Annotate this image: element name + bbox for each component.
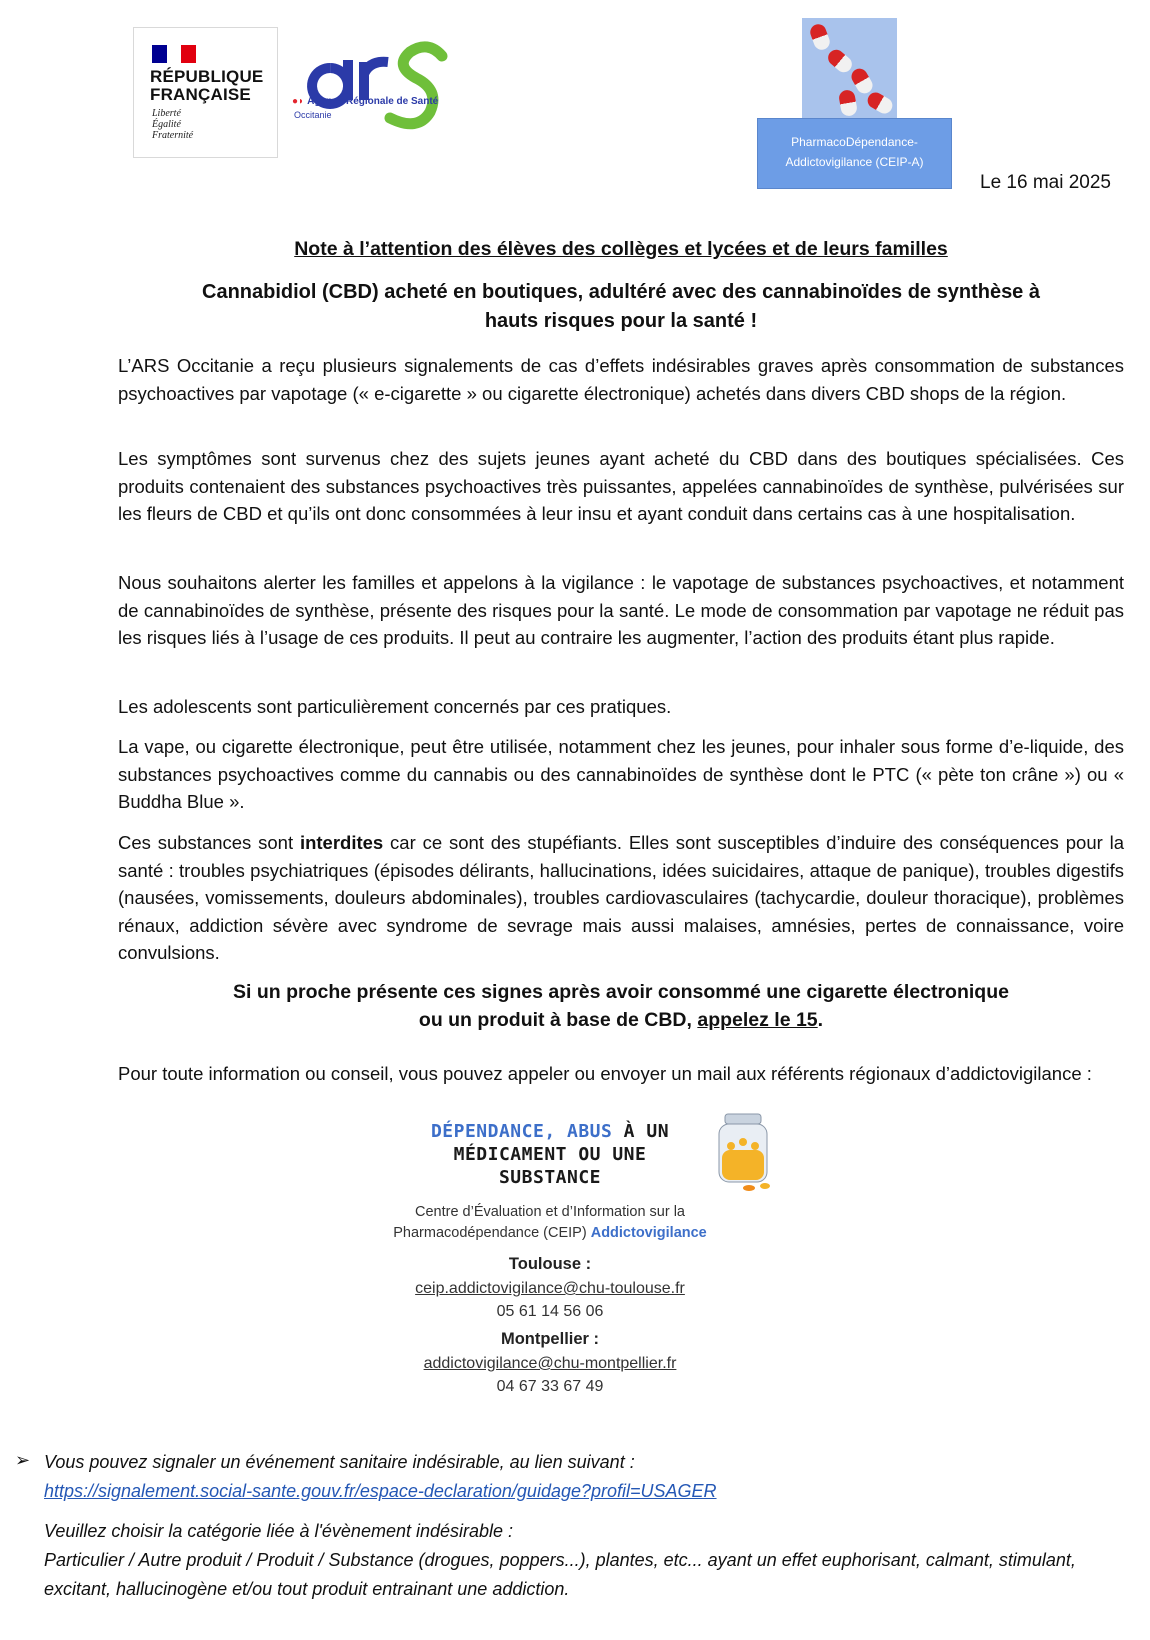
arrow-bullet-icon: ➢ bbox=[15, 1450, 31, 1470]
rf-motto-line3: Fraternité bbox=[152, 130, 194, 141]
montpellier-contact bbox=[360, 1352, 740, 1398]
alert-line2-before: ou un produit à base de CBD, bbox=[418, 1009, 698, 1031]
alert-line2-after: . bbox=[817, 1009, 824, 1031]
footer-signal-text: Vous pouvez signaler un événement sanitaire indésirable, au lien suivant : bbox=[44, 1452, 635, 1472]
paragraph-contact-info: Pour toute information ou conseil, vous pouvez appeler ou envoyer un mail aux référents régionaux d’addictovigilance : bbox=[118, 1063, 1092, 1084]
paragraph-symptomes: Les symptômes sont survenus chez des sujets jeunes ayant acheté du CBD dans des boutiques spécialisées. Ces produits contenaient des substances psychoactives très puissantes, appelées cannabinoïdes de synthèse, pulvérisées sur les fleurs de CBD et qu’ils ont donc consommées à leur insu et ayant conduit dans certains cas à une hospitalisation. bbox=[118, 448, 1124, 524]
ars-logo bbox=[292, 38, 462, 138]
addicto-title-rest: À UN bbox=[612, 1121, 670, 1142]
p6-bold: interdites bbox=[299, 832, 384, 853]
ceip-line1: Centre d’Évaluation et d’Information sur la bbox=[414, 1204, 685, 1220]
pharmacodependance-logo bbox=[757, 118, 952, 189]
paragraph-vape: La vape, ou cigarette électronique, peut être utilisée, notamment chez les jeunes, pour inhaler sous forme d’e-liquide, des substances psychoactives comme du cannabis ou des cannabinoïdes de synthèse dont le PTC (« pète ton crâne ») ou « Buddha Blue ». bbox=[118, 736, 1124, 812]
republique-francaise-logo bbox=[133, 27, 278, 158]
note-heading: Note à l’attention des élèves des collèges et lycées et de leurs familles bbox=[294, 238, 948, 260]
toulouse-phone: 05 61 14 56 06 bbox=[496, 1303, 604, 1320]
rf-title-line2: FRANÇAISE bbox=[150, 85, 251, 104]
toulouse-contact bbox=[360, 1277, 740, 1323]
ars-agency-label: Agence Régionale de Santé bbox=[307, 96, 439, 107]
montpellier-label: Montpellier : bbox=[500, 1330, 600, 1348]
addicto-title-line3: SUBSTANCE bbox=[498, 1167, 602, 1188]
ceip-description bbox=[360, 1202, 740, 1244]
p6-after: car ce sont des stupéfiants. Elles sont susceptibles d’induire des conséquences pour la santé : troubles psychiatriques (épisodes délirants, hallucinations, idées suicidaires, attaque de panique), troubles digestifs (nausées, vomissements, douleurs abdominales), troubles cardiovasculaires (tachycardie, douleur thoracique), problèmes rénaux, addiction sévère avec syndrome de sevrage mais aussi malaises, amnésies, pertes de connaissance, voire convulsions. bbox=[118, 832, 1124, 963]
paragraph-signalements: L’ARS Occitanie a reçu plusieurs signalements de cas d’effets indésirables graves après consommation de substances psychoactives par vapotage (« e-cigarette » ou cigarette électronique) achetés dans divers CBD shops de la région. bbox=[118, 355, 1124, 404]
addicto-title bbox=[360, 1120, 740, 1189]
ceip-line2-text: Pharmacodépendance (CEIP) bbox=[393, 1225, 591, 1241]
footer-category-intro: Veuillez choisir la catégorie liée à l'évènement indésirable : bbox=[44, 1521, 514, 1541]
rf-motto-line2: Égalité bbox=[152, 119, 181, 130]
rf-title-line1: RÉPUBLIQUE bbox=[150, 67, 264, 86]
alert-line2 bbox=[118, 1006, 1124, 1034]
addicto-title-line1 bbox=[360, 1120, 740, 1143]
pills-icon bbox=[802, 18, 897, 118]
pill-jar-icon bbox=[713, 1112, 773, 1192]
ceip-addictovigilance: Addictovigilance bbox=[590, 1225, 707, 1241]
alert-line1: Si un proche présente ces signes après avoir consommé une cigarette électronique bbox=[233, 981, 1009, 1003]
ceip-line2 bbox=[360, 1223, 740, 1244]
paragraph-adolescents: Les adolescents sont particulièrement concernés par ces pratiques. bbox=[118, 696, 672, 717]
paragraph-substances-interdites bbox=[118, 829, 1124, 967]
ars-region: Occitanie bbox=[294, 110, 332, 120]
signalement-link[interactable]: https://signalement.social-sante.gouv.fr/espace-declaration/guidage?profil=USAGER bbox=[44, 1481, 717, 1501]
montpellier-email-link[interactable]: addictovigilance@chu-montpellier.fr bbox=[423, 1355, 677, 1372]
subheading-line2: hauts risques pour la santé ! bbox=[484, 310, 758, 332]
footer-category bbox=[44, 1517, 1134, 1604]
footer-category-list: Particulier / Autre produit / Produit / Substance (drogues, poppers...), plantes, etc... ayant un effet euphorisant, calmant, stimulant, excitant, hallucinogène et/ou tout produit entrainant une addiction. bbox=[44, 1550, 1076, 1599]
pharma-logo-line2: Addictovigilance (CEIP-A) bbox=[785, 155, 924, 169]
montpellier-phone: 04 67 33 67 49 bbox=[496, 1378, 604, 1395]
ars-dots-icon: ●◗ bbox=[292, 96, 305, 107]
toulouse-label: Toulouse : bbox=[508, 1255, 592, 1273]
document-date: Le 16 mai 2025 bbox=[980, 172, 1111, 193]
ars-agency-name bbox=[292, 96, 438, 107]
pharma-logo-line1: PharmacoDépendance- bbox=[791, 135, 918, 149]
addictovigilance-block bbox=[360, 1112, 800, 1412]
addicto-title-line2: MÉDICAMENT OU UNE bbox=[453, 1144, 647, 1165]
rf-motto bbox=[152, 108, 193, 141]
ars-wordmark-icon bbox=[292, 38, 462, 138]
paragraph-vigilance: Nous souhaitons alerter les familles et appelons à la vigilance : le vapotage de substances psychoactives, et notamment de cannabinoïdes de synthèse, présente des risques pour la santé. Le mode de consommation par vapotage ne réduit pas les risques liés à l’usage de ces produits. Il peut au contraire les augmenter, l’action des produits étant plus rapide. bbox=[118, 572, 1124, 648]
p6-before: Ces substances sont bbox=[118, 832, 300, 853]
addicto-title-blue: DÉPENDANCE, ABUS bbox=[430, 1121, 613, 1142]
toulouse-email-link[interactable]: ceip.addictovigilance@chu-toulouse.fr bbox=[415, 1280, 685, 1297]
footer-signal bbox=[44, 1448, 1134, 1506]
french-flag-icon bbox=[152, 45, 196, 63]
call-15-emphasis: appelez le 15 bbox=[697, 1009, 818, 1031]
rf-motto-line1: Liberté bbox=[152, 108, 181, 119]
subheading bbox=[118, 278, 1124, 336]
rf-title bbox=[150, 68, 263, 104]
alert-message bbox=[118, 978, 1124, 1034]
subheading-line1: Cannabidiol (CBD) acheté en boutiques, adultéré avec des cannabinoïdes de synthèse à bbox=[202, 281, 1040, 303]
